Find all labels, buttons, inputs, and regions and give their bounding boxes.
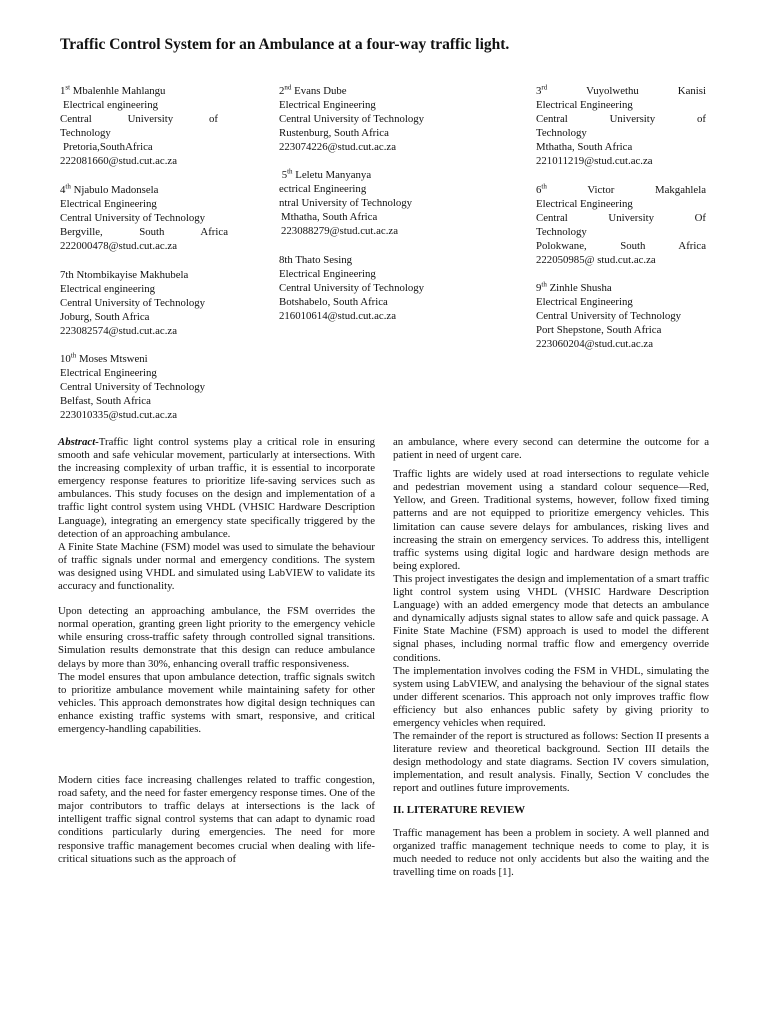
author-block-1 <box>60 84 218 168</box>
abstract-paragraph: Abstract-Traffic light control systems play a critical role in ensuring smooth and safe vehicular movement, particularly at intersections. With the increasing complexity of urban traffic, it is essential to incorporate emergency response features to prioritize life-saving services such as ambulances. This study focuses on the design and implementation of a traffic light control system using VHDL (VHSIC Hardware Description Language), integrating an emergency state specifically triggered by the detection of an approaching ambulance. <box>58 436 375 540</box>
author-department: Electrical Engineering <box>60 367 157 379</box>
author-email: 223074226@stud.cut.ac.za <box>279 141 396 153</box>
author-name: 8th Thato Sesing <box>279 254 352 266</box>
author-department: Electrical engineering <box>60 283 156 295</box>
author-block-9 <box>536 281 726 351</box>
author-location: Pretoria,SouthAfrica <box>63 141 153 153</box>
abstract-paragraph-3: Upon detecting an approaching ambulance, the FSM overrides the normal operation, granting green light priority to the emergency vehicle while ensuring cross-traffic safety through controlled signal transitions. Simulation results demonstrate that this design can reduce ambulance delays by more than 30%, enhancing overall traffic responsiveness. <box>58 605 375 670</box>
left-column <box>58 436 375 866</box>
author-organization: Central University of Technology <box>279 113 425 125</box>
author-organization: Central University of Technology <box>536 310 682 322</box>
introduction-paragraph: Modern cities face increasing challenges related to traffic congestion, road safety, and the need for faster emergency response times. One of the major contributors to traffic delays at intersections is the lack of intelligent traffic signal control systems that can adapt to dynamic road conditions particularly during emergencies. The need for more responsive traffic management becomes crucial when dealing with life-critical situations such as the approach of <box>58 774 375 865</box>
intro-paragraph-4: The implementation involves coding the FSM in VHDL, simulating the system using LabVIEW, and analysing the behaviour of the signal states under different scenarios. This approach not only improves traffic flow efficiency but also enhances public safety by giving priority to emergency vehicles when required. <box>393 664 709 729</box>
author-organization: Central University Of <box>536 212 706 224</box>
author-location: Mthatha, South Africa <box>536 141 633 153</box>
author-department: ectrical Engineering <box>279 183 367 195</box>
author-block-4 <box>60 183 228 253</box>
author-email: 223082574@stud.cut.ac.za <box>60 325 177 337</box>
author-department: Electrical Engineering <box>60 198 157 210</box>
literature-paragraph-1: Traffic management has been a problem in society. A well planned and organized traffic management technique needs to come to play, it is much needed to reduce not only accidents but also the waiting and the travelling time on roads [1]. <box>393 826 709 878</box>
intro-paragraph-3: This project investigates the design and implementation of a smart traffic light control system using VHDL (VHSIC Hardware Description Language) with an added emergency mode that detects an ambulance and dynamically adjusts signal states to allow safe and quick passage. A Finite State Machine (FSM) approach is used to model the different signal phases, including normal traffic flow and emergency override conditions. <box>393 572 709 664</box>
author-name: 10th Moses Mtsweni <box>60 352 148 365</box>
author-location: Botshabelo, South Africa <box>279 296 388 308</box>
author-location: Port Shepstone, South Africa <box>536 324 662 336</box>
intro-paragraph-5: The remainder of the report is structured as follows: Section II presents a literature review and theoretical background. Section III details the design methodology and state diagrams. Section IV covers simulation, implementation, and result analysis. Finally, Section V concludes the report and outlines future improvements. <box>393 730 709 795</box>
author-name: 4th Njabulo Madonsela <box>60 183 159 196</box>
author-email: 221011219@stud.cut.ac.za <box>536 155 653 167</box>
author-block-7 <box>60 268 250 338</box>
author-department: Electrical Engineering <box>536 99 633 111</box>
author-organization-cont: Technology <box>536 226 587 238</box>
author-name: 1st Mbalenhle Mahlangu <box>60 84 166 97</box>
author-email: 223088279@stud.cut.ac.za <box>281 225 398 237</box>
author-block-10 <box>60 352 250 422</box>
author-email: 222000478@stud.cut.ac.za <box>60 240 177 252</box>
author-department: Electrical engineering <box>63 99 159 111</box>
author-location: Polokwane, South Africa <box>536 240 706 252</box>
author-name: 2nd Evans Dube <box>279 84 347 97</box>
author-name: 3rd Vuyolwethu Kanisi <box>536 84 706 97</box>
author-department: Electrical Engineering <box>536 198 633 210</box>
author-department: Electrical Engineering <box>279 268 376 280</box>
author-email: 216010614@stud.cut.ac.za <box>279 310 396 322</box>
right-column <box>393 436 709 879</box>
author-block-6 <box>536 183 706 267</box>
author-department: Electrical Engineering <box>279 99 376 111</box>
author-location: Belfast, South Africa <box>60 395 151 407</box>
author-location: Mthatha, South Africa <box>281 211 378 223</box>
paper-title: Traffic Control System for an Ambulance at a four-way traffic light. <box>60 36 510 53</box>
author-location: Bergville, South Africa <box>60 226 228 238</box>
author-block-2 <box>279 84 479 154</box>
section-heading: II. LITERATURE REVIEW <box>393 803 526 816</box>
author-name: 5th Leletu Manyanya <box>281 168 372 181</box>
author-email: 222050985@ stud.cut.ac.za <box>536 254 656 266</box>
author-organization: Central University of <box>60 113 218 125</box>
author-organization: Central University of <box>536 113 706 125</box>
author-block-8 <box>279 253 479 323</box>
author-organization: Central University of Technology <box>60 212 206 224</box>
author-email: 222081660@stud.cut.ac.za <box>60 155 177 167</box>
author-organization: Central University of Technology <box>60 297 206 309</box>
abstract-paragraph-4: The model ensures that upon ambulance detection, traffic signals switch to prioritize ambulance movement while maintaining safety for other vehicles. This approach demonstrates how digital design techniques can enhance existing traffic systems with smart, responsive, and critical emergency-handling capabilities. <box>58 670 375 735</box>
intro-paragraph-2: Traffic lights are widely used at road intersections to regulate vehicle and pedestrian movement using a standard colour sequence—Red, Yellow, and Green. Traditional systems, however, follow fixed timing patterns and are not equipped to prioritize emergency vehicles. This limitation can cause severe delays for ambulances, risking lives and increasing the strain on emergency services. To address this, intelligent traffic systems using digital logic and hardware design methods are being explored. <box>393 468 709 572</box>
author-block-5 <box>279 168 479 238</box>
author-organization: Central University of Technology <box>60 381 206 393</box>
author-email: 223010335@stud.cut.ac.za <box>60 409 177 421</box>
author-block-3 <box>536 84 706 168</box>
intro-paragraph-1: an ambulance, where every second can determine the outcome for a patient in need of urgent care. <box>393 436 709 462</box>
author-organization: Central University of Technology <box>279 282 425 294</box>
author-name: 6th Victor Makgahlela <box>536 183 706 196</box>
author-location: Joburg, South Africa <box>60 311 150 323</box>
author-email: 223060204@stud.cut.ac.za <box>536 338 653 350</box>
author-organization: ntral University of Technology <box>279 197 413 209</box>
author-organization-cont: Technology <box>536 127 587 139</box>
author-name: 9th Zinhle Shusha <box>536 281 612 294</box>
abstract-label: Abstract- <box>58 436 99 448</box>
author-organization-cont: Technology <box>60 127 111 139</box>
author-location: Rustenburg, South Africa <box>279 127 389 139</box>
author-department: Electrical Engineering <box>536 296 633 308</box>
abstract-paragraph-2: A Finite State Machine (FSM) model was used to simulate the behaviour of traffic signals under normal and emergency conditions. The system was designed using VHDL and simulated using LabVIEW to validate its accuracy and functionality. <box>58 540 375 593</box>
author-name: 7th Ntombikayise Makhubela <box>60 269 189 281</box>
